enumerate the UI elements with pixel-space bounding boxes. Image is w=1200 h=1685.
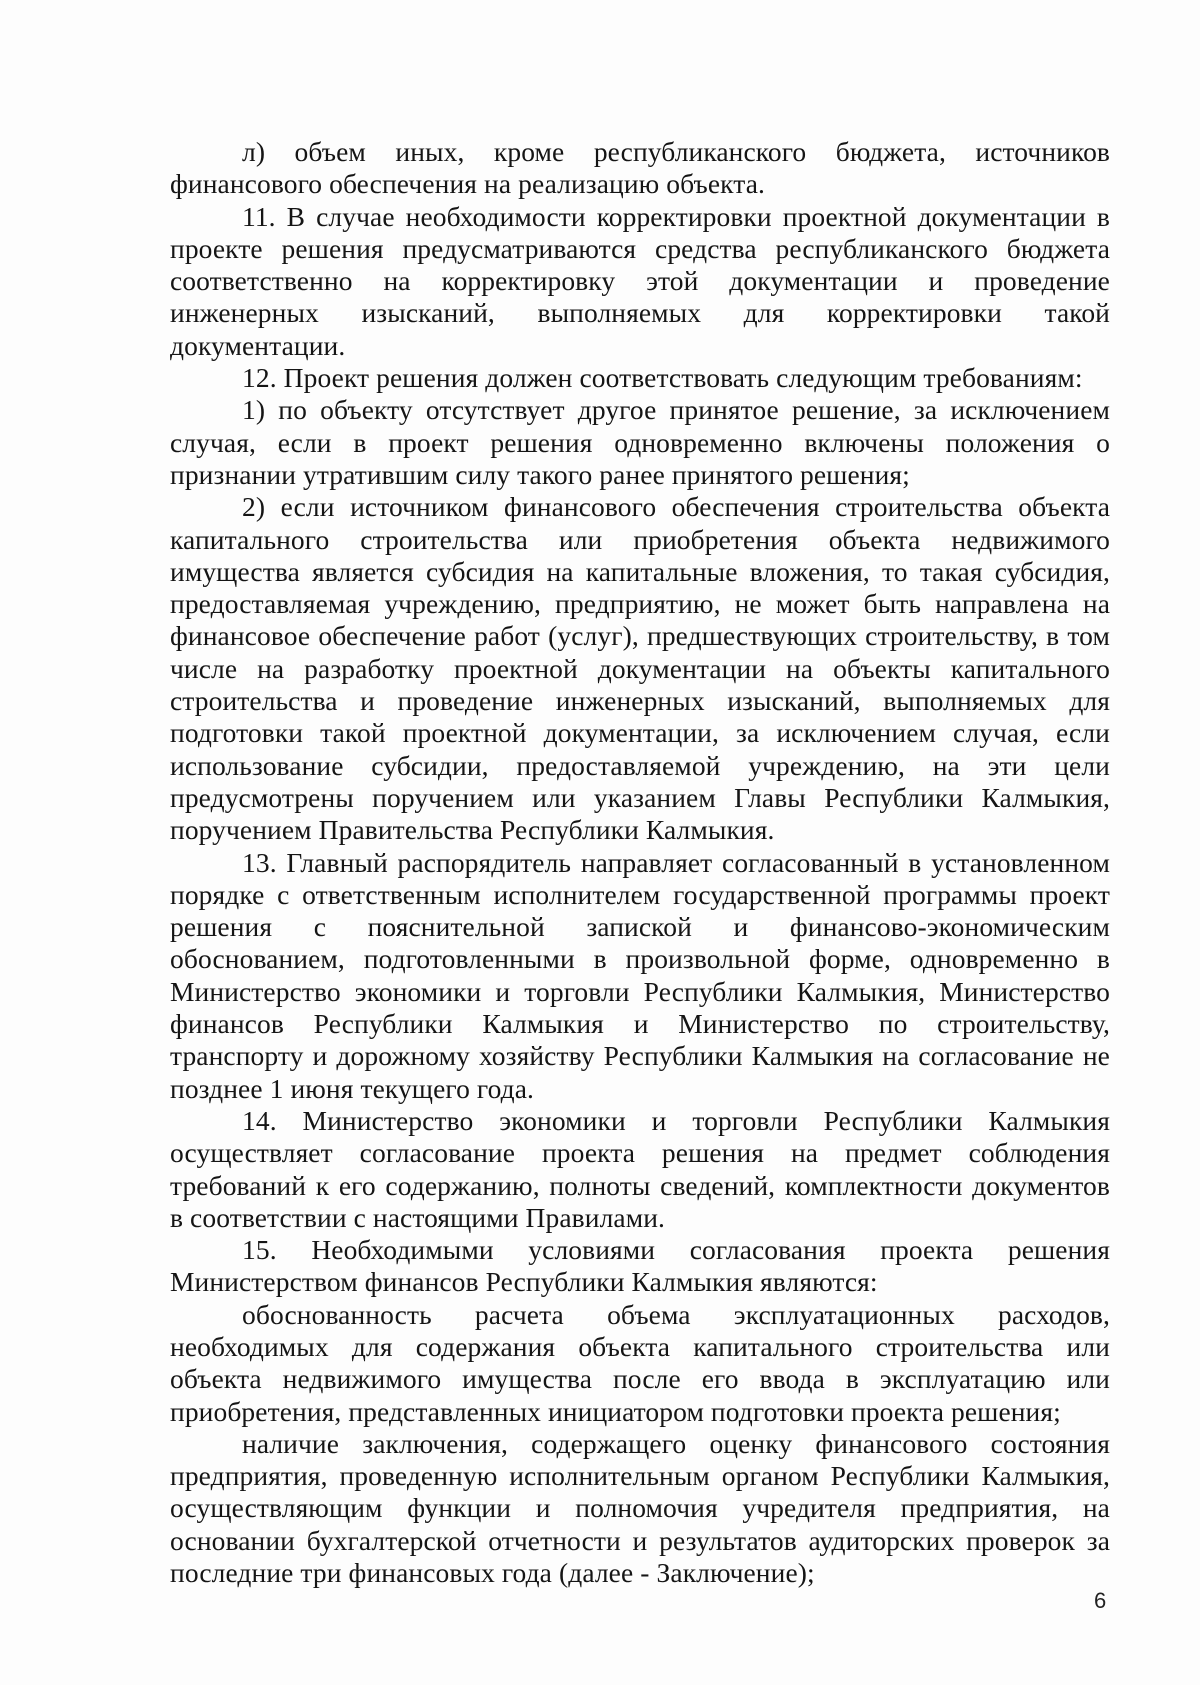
paragraph-11: 11. В случае необходимости корректировки проектной документации в проекте решения предусматриваются средства республиканского бюджета соответственно на корректировку этой документации и проведение инженерных изысканий, выполняемых для корректировки такой документации. [170,200,1110,361]
paragraph-12-item-2: 2) если источником финансового обеспечения строительства объекта капитального строительства или приобретения объекта недвижимого имущества является субсидия на капитальные вложения, то такая субсидия, предоставляемая учреждению, предприятию, не может быть направлена на финансовое обеспечение работ (услуг), предшествующих строительству, в том числе на разработку проектной документации на объекты капитального строительства и проведение инженерных изысканий, выполняемых для подготовки такой проектной документации, за исключением случая, если использование субсидии, предоставляемой учреждению, на эти цели предусмотрены поручением или указанием Главы Республики Калмыкия, поручением Правительства Республики Калмыкия. [170,491,1110,846]
paragraph-12-item-1: 1) по объекту отсутствует другое принятое решение, за исключением случая, если в проект решения одновременно включены положения о признании утратившим силу такого ранее принятого решения; [170,394,1110,490]
paragraph-item-l: л) объем иных, кроме республиканского бюджета, источников финансового обеспечения на реализацию объекта. [170,136,1110,200]
paragraph-15-condition-1: обоснованность расчета объема эксплуатационных расходов, необходимых для содержания объекта капитального строительства или объекта недвижимого имущества после его ввода в эксплуатацию или приобретения, представленных инициатором подготовки проекта решения; [170,1298,1110,1427]
paragraph-12: 12. Проект решения должен соответствовать следующим требованиям: [242,362,1083,394]
paragraph-15: 15. Необходимыми условиями согласования проекта решения Министерством финансов Республики Калмыкия являются: [170,1234,1110,1298]
paragraph-14: 14. Министерство экономики и торговли Республики Калмыкия осуществляет согласование проекта решения на предмет соблюдения требований к его содержанию, полноты сведений, комплектности документов в соответствии с настоящими Правилами. [170,1104,1110,1233]
page-number: 6 [1094,1588,1107,1613]
document-body [170,136,1110,1589]
paragraph-15-condition-2: наличие заключения, содержащего оценку финансового состояния предприятия, проведенную исполнительным органом Республики Калмыкия, осуществляющим функции и полномочия учредителя предприятия, на основании бухгалтерской отчетности и результатов аудиторских проверок за последние три финансовых года (далее - Заключение); [170,1427,1110,1589]
paragraph-13: 13. Главный распорядитель направляет согласованный в установленном порядке с ответственным исполнителем государственной программы проект решения с пояснительной запиской и финансово-экономическим обоснованием, подготовленными в произвольной форме, одновременно в Министерство экономики и торговли Республики Калмыкия, Министерство финансов Республики Калмыкия и Министерство по строительству, транспорту и дорожному хозяйству Республики Калмыкия на согласование не позднее 1 июня текущего года. [170,846,1110,1104]
